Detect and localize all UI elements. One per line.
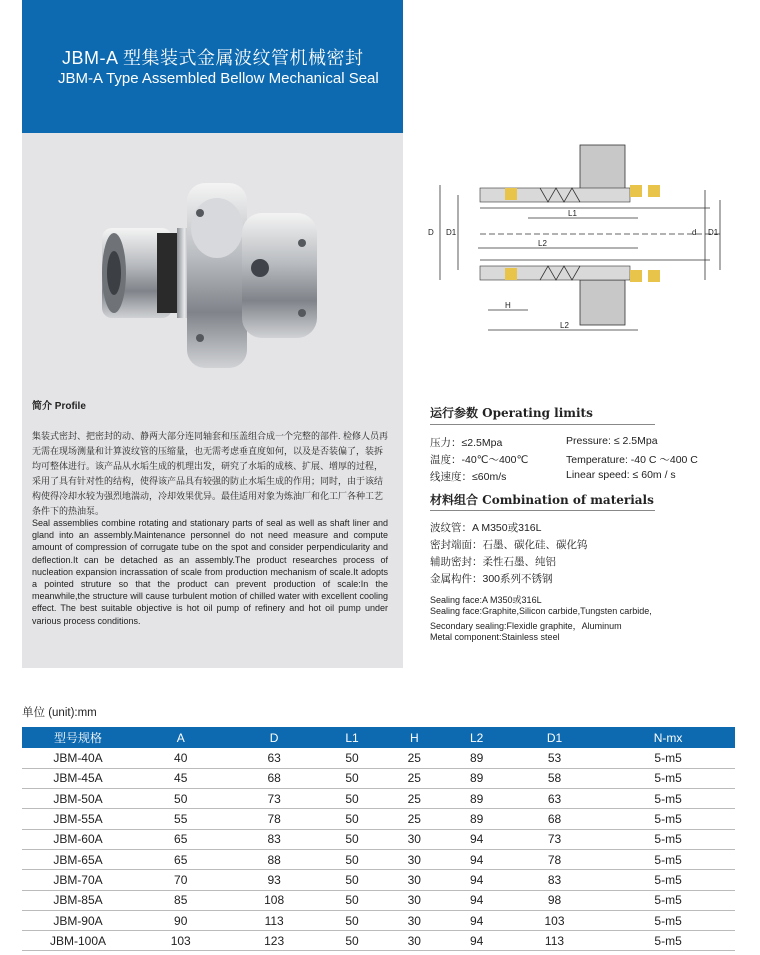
title-banner bbox=[22, 0, 403, 133]
table-row bbox=[22, 910, 735, 930]
profile-title: 简介 Profile bbox=[32, 401, 86, 412]
table-cell: 5-m5 bbox=[601, 748, 735, 768]
title-en: JBM-A Type Assembled Bellow Mechanical Seal bbox=[58, 70, 379, 87]
table-cell: 25 bbox=[383, 809, 445, 829]
table-cell: 93 bbox=[227, 870, 320, 890]
seal-photo bbox=[102, 173, 332, 383]
table-row bbox=[22, 829, 735, 849]
table-cell: 5-m5 bbox=[601, 849, 735, 869]
material-cn-2: 密封端面：石墨、碳化硅、碳化钨 bbox=[430, 539, 588, 551]
table-cell: 73 bbox=[227, 789, 320, 809]
table-cell: 50 bbox=[321, 748, 383, 768]
table-cell: 89 bbox=[445, 789, 507, 809]
table-row bbox=[22, 809, 735, 829]
table-cell: 94 bbox=[445, 829, 507, 849]
label-l2-outer: L2 bbox=[560, 321, 569, 330]
table-cell: 90 bbox=[134, 910, 227, 930]
table-cell: JBM-50A bbox=[22, 789, 134, 809]
table-cell: 94 bbox=[445, 849, 507, 869]
table-header-row bbox=[22, 727, 735, 748]
table-cell: 5-m5 bbox=[601, 829, 735, 849]
table-cell: 78 bbox=[508, 849, 601, 869]
table-cell: 30 bbox=[383, 890, 445, 910]
table-cell: 83 bbox=[227, 829, 320, 849]
table-cell: 5-m5 bbox=[601, 870, 735, 890]
temperature-en: Temperature: -40 C ～400 C bbox=[566, 454, 698, 466]
table-cell: 50 bbox=[321, 870, 383, 890]
table-cell: 5-m5 bbox=[601, 789, 735, 809]
col-header: H bbox=[383, 727, 445, 748]
operating-limits-title: 运行参数 Operating limits bbox=[430, 406, 593, 420]
table-cell: 70 bbox=[134, 870, 227, 890]
profile-text-en: Seal assemblies combine rotating and stationary parts of seal as well as shaft liner and gland into an assembly.Maintenance personnel do not need measure and compute amount of compression of corrugate tube on the spot and consider perpendicularity and deflection.It can be detached as an assembly.The product researches process of nucleation expansion incrassation of scale from production mechanism of scale.It adopts a pointed struture so that the product can prevent production of scale:In the meanwhile,the structure will cause turbulent motion of chilled water with excellent cooling effect. The best suitable objective is hot oil pump of refinery and hot oil pump under various process conditions. bbox=[32, 518, 388, 626]
table-cell: JBM-90A bbox=[22, 910, 134, 930]
table-cell: 68 bbox=[508, 809, 601, 829]
table-cell: 50 bbox=[321, 931, 383, 951]
temperature-cn: 温度：-40℃～400℃ bbox=[430, 454, 529, 466]
table-cell: JBM-85A bbox=[22, 890, 134, 910]
label-d1-right: D1 bbox=[708, 228, 719, 237]
table-cell: 40 bbox=[134, 748, 227, 768]
label-l1: L1 bbox=[568, 209, 577, 218]
table-cell: 68 bbox=[227, 768, 320, 788]
material-en-4: Metal component:Stainless steel bbox=[430, 632, 560, 642]
divider bbox=[430, 510, 655, 511]
speed-en: Linear speed: ≤ 60m / s bbox=[566, 469, 676, 481]
table-cell: 83 bbox=[508, 870, 601, 890]
seal-cross-section-diagram bbox=[420, 140, 730, 350]
table-cell: 94 bbox=[445, 931, 507, 951]
table-cell: 50 bbox=[134, 789, 227, 809]
col-header: D1 bbox=[508, 727, 601, 748]
divider bbox=[430, 424, 655, 425]
col-header: 型号规格 bbox=[22, 727, 134, 748]
table-cell: 89 bbox=[445, 809, 507, 829]
table-cell: 30 bbox=[383, 849, 445, 869]
table-cell: 94 bbox=[445, 910, 507, 930]
table-cell: 50 bbox=[321, 910, 383, 930]
table-cell: JBM-40A bbox=[22, 748, 134, 768]
table-cell: 89 bbox=[445, 768, 507, 788]
table-cell: JBM-100A bbox=[22, 931, 134, 951]
table-row bbox=[22, 870, 735, 890]
table-cell: 103 bbox=[134, 931, 227, 951]
table-cell: 63 bbox=[227, 748, 320, 768]
table-cell: 65 bbox=[134, 829, 227, 849]
table-cell: 73 bbox=[508, 829, 601, 849]
table-cell: 63 bbox=[508, 789, 601, 809]
table-cell: 5-m5 bbox=[601, 768, 735, 788]
material-cn-1: 波纹管：A M350或316L bbox=[430, 522, 542, 534]
spec-table bbox=[22, 727, 735, 951]
table-cell: JBM-65A bbox=[22, 849, 134, 869]
material-en-1: Sealing face:A M350或316L bbox=[430, 595, 542, 605]
speed-cn: 线速度：≤60m/s bbox=[430, 471, 507, 483]
col-header: D bbox=[227, 727, 320, 748]
table-cell: 113 bbox=[227, 910, 320, 930]
table-cell: 55 bbox=[134, 809, 227, 829]
table-cell: JBM-60A bbox=[22, 829, 134, 849]
table-cell: 113 bbox=[508, 931, 601, 951]
table-cell: 65 bbox=[134, 849, 227, 869]
table-cell: 25 bbox=[383, 748, 445, 768]
table-cell: 103 bbox=[508, 910, 601, 930]
table-cell: 5-m5 bbox=[601, 890, 735, 910]
table-cell: 45 bbox=[134, 768, 227, 788]
label-d: D bbox=[428, 228, 434, 237]
label-h: H bbox=[505, 301, 511, 310]
table-cell: 50 bbox=[321, 829, 383, 849]
table-cell: 50 bbox=[321, 849, 383, 869]
table-cell: 25 bbox=[383, 789, 445, 809]
table-cell: 5-m5 bbox=[601, 910, 735, 930]
table-cell: 53 bbox=[508, 748, 601, 768]
table-cell: 30 bbox=[383, 910, 445, 930]
material-en-3: Secondary sealing:Flexidle graphite，Aluminum bbox=[430, 621, 622, 631]
table-cell: 88 bbox=[227, 849, 320, 869]
col-header: N-mx bbox=[601, 727, 735, 748]
table-cell: 5-m5 bbox=[601, 931, 735, 951]
table-cell: 123 bbox=[227, 931, 320, 951]
label-d1-left: D1 bbox=[446, 228, 457, 237]
table-row bbox=[22, 849, 735, 869]
table-cell: 50 bbox=[321, 768, 383, 788]
material-en-2: Sealing face:Graphite,Silicon carbide,Tungsten carbide, bbox=[430, 606, 652, 616]
materials-title: 材料组合 Combination of materials bbox=[430, 493, 654, 507]
col-header: L2 bbox=[445, 727, 507, 748]
table-cell: JBM-55A bbox=[22, 809, 134, 829]
unit-label: 单位 (unit):mm bbox=[22, 707, 97, 719]
table-cell: 85 bbox=[134, 890, 227, 910]
label-l2-inner: L2 bbox=[538, 239, 547, 248]
table-cell: JBM-45A bbox=[22, 768, 134, 788]
material-cn-3: 辅助密封：柔性石墨、纯铝 bbox=[430, 556, 556, 568]
table-cell: 25 bbox=[383, 768, 445, 788]
table-cell: 98 bbox=[508, 890, 601, 910]
table-cell: 50 bbox=[321, 789, 383, 809]
table-cell: 50 bbox=[321, 890, 383, 910]
table-row bbox=[22, 768, 735, 788]
profile-panel bbox=[22, 133, 403, 668]
table-cell: 94 bbox=[445, 870, 507, 890]
table-cell: 30 bbox=[383, 870, 445, 890]
table-row bbox=[22, 931, 735, 951]
material-cn-4: 金属构件：300系列不锈钢 bbox=[430, 573, 553, 585]
table-cell: 78 bbox=[227, 809, 320, 829]
pressure-cn: 压力：≤2.5Mpa bbox=[430, 437, 503, 449]
col-header: L1 bbox=[321, 727, 383, 748]
col-header: A bbox=[134, 727, 227, 748]
pressure-en: Pressure: ≤ 2.5Mpa bbox=[566, 435, 658, 447]
table-cell: 58 bbox=[508, 768, 601, 788]
table-cell: 30 bbox=[383, 931, 445, 951]
profile-text-cn: 集装式密封、把密封的动、静两大部分连同轴套和压盖组合成一个完整的部件. 检修人员再无需在现场测量和计算波纹管的压缩量，也无需考虑垂直度如何，以及是否装偏了，装拆均可整体进行。该产品从水垢生成的机理出发，研究了水垢的成核、扩展、增厚的过程，采用了具有针对性的结构，使得该产品具有较强的防止水垢生成的作用；同时，由于该结构使得冷却水较为强烈地湍动，冷却效果优异。最佳适用对象为炼油厂和化工厂各种工艺条件下的热油泵。 bbox=[32, 431, 389, 516]
table-cell: 89 bbox=[445, 748, 507, 768]
table-cell: 5-m5 bbox=[601, 809, 735, 829]
table-cell: 30 bbox=[383, 829, 445, 849]
table-cell: 94 bbox=[445, 890, 507, 910]
table-cell: 108 bbox=[227, 890, 320, 910]
table-cell: 50 bbox=[321, 809, 383, 829]
label-shaft-d: d bbox=[692, 228, 697, 237]
table-cell: JBM-70A bbox=[22, 870, 134, 890]
table-row bbox=[22, 890, 735, 910]
table-row bbox=[22, 748, 735, 768]
table-row bbox=[22, 789, 735, 809]
title-cn: JBM-A 型集装式金属波纹管机械密封 bbox=[62, 48, 364, 68]
